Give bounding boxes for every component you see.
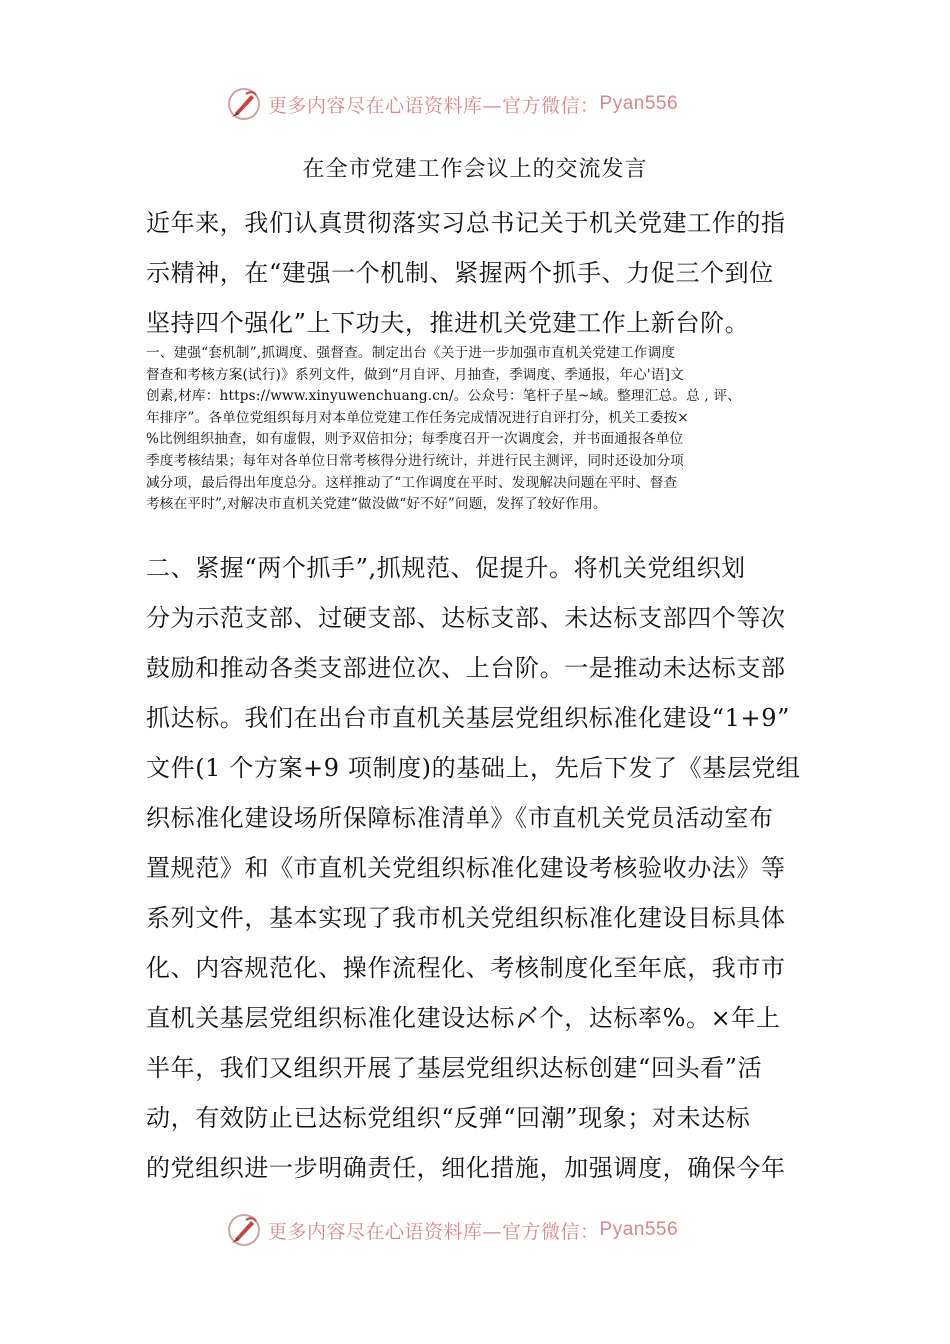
- text-line: 化、内容规范化、操作流程化、考核制度化至年底，我市市: [146, 954, 786, 982]
- text-line: 置规范》和《市直机关党组织标准化建设考核验收办法》等: [146, 854, 786, 882]
- banner-wechat-id: Pyan556: [599, 93, 679, 114]
- document-title: 在全市党建工作会议上的交流发言: [302, 157, 648, 182]
- text-line: 抓达标。我们在出台市直机关基层党组织标准化建设“1+9”: [146, 704, 790, 732]
- text-line: 示精神，在“建强一个机制、紧握两个抓手、力促三个到位: [146, 259, 774, 287]
- banner-text: 更多内容尽在心语资料库—官方微信：: [268, 1220, 600, 1243]
- text-line: 织标准化建设场所保障标准清单》《市直机关党员活动室布: [146, 804, 774, 832]
- text-line: 减分项，最后得出年度总分。这样推动了“工作调度在平时、发现解决问题在平时、督查: [146, 474, 678, 491]
- text-line: 近年来，我们认真贯彻落实习总书记关于机关党建工作的指: [146, 209, 786, 237]
- intro-paragraph: [146, 198, 826, 348]
- text-line: 季度考核结果；每年对各单位日常考核得分进行统计，并进行民主测评，同时还设加分项: [146, 452, 684, 469]
- text-line: 二、紧握“两个抓手”,抓规范、促提升。将机关党组织划: [146, 554, 746, 582]
- text-line: 的党组织进一步明确责任，细化措施，加强调度，确保今年: [146, 1154, 786, 1182]
- text-line: 坚持四个强化”上下功夫，推进机关党建工作上新台阶。: [146, 309, 750, 337]
- banner-wechat-id: Pyan556: [599, 1219, 679, 1240]
- text-line: 分为示范支部、过硬支部、达标支部、未达标支部四个等次: [146, 604, 786, 632]
- text-line: 年排序”。各单位党组织每月对本单位党建工作任务完成情况进行自评打分，机关工委按×: [146, 409, 689, 426]
- banner-text: 更多内容尽在心语资料库—官方微信：: [268, 94, 600, 117]
- text-line: 半年，我们又组织开展了基层党组织达标创建“回头看”活: [146, 1054, 763, 1082]
- text-line: 直机关基层党组织标准化建设达标〆个，达标率%。×年上: [146, 1004, 781, 1032]
- pen-logo-icon: [226, 1212, 262, 1248]
- text-line: 系列文件，基本实现了我市机关党组织标准化建设目标具体: [146, 904, 786, 932]
- section-two-paragraph: [146, 543, 826, 1193]
- section-one-paragraph: [146, 343, 826, 516]
- header-watermark-banner: [226, 84, 726, 124]
- text-line: %比例组织抽查，如有虚假，则予双倍扣分；每季度召开一次调度会，并书面通报各单位: [146, 431, 684, 448]
- footer-watermark-banner: [226, 1210, 726, 1250]
- text-line: 督查和考核方案(试行)》系列文件，做到“月自评、月抽查，季调度、季通报，年心'语]文: [146, 366, 684, 383]
- text-line: 一、建强“套机制”,抓调度、强督查。制定出台《关于进一步加强市直机关党建工作调度: [146, 345, 676, 361]
- text-line: 鼓励和推动各类支部进位次、上台阶。一是推动未达标支部: [146, 654, 786, 682]
- text-line: 创素,材库：https://www.xinyuwenchuang.cn/。公众号：笔杆子星~域。整理汇总。总 , 评、: [146, 388, 742, 405]
- text-line: 考核在平时”,对解决市直机关党建“做没做“好不好”问题，发挥了较好作用。: [146, 496, 607, 513]
- text-line: 文件(1 个方案+9 项制度)的基础上，先后下发了《基层党组: [146, 754, 801, 782]
- pen-logo-icon: [226, 86, 262, 122]
- text-line: 动，有效防止已达标党组织“反弹“回潮”现象；对未达标: [146, 1104, 751, 1132]
